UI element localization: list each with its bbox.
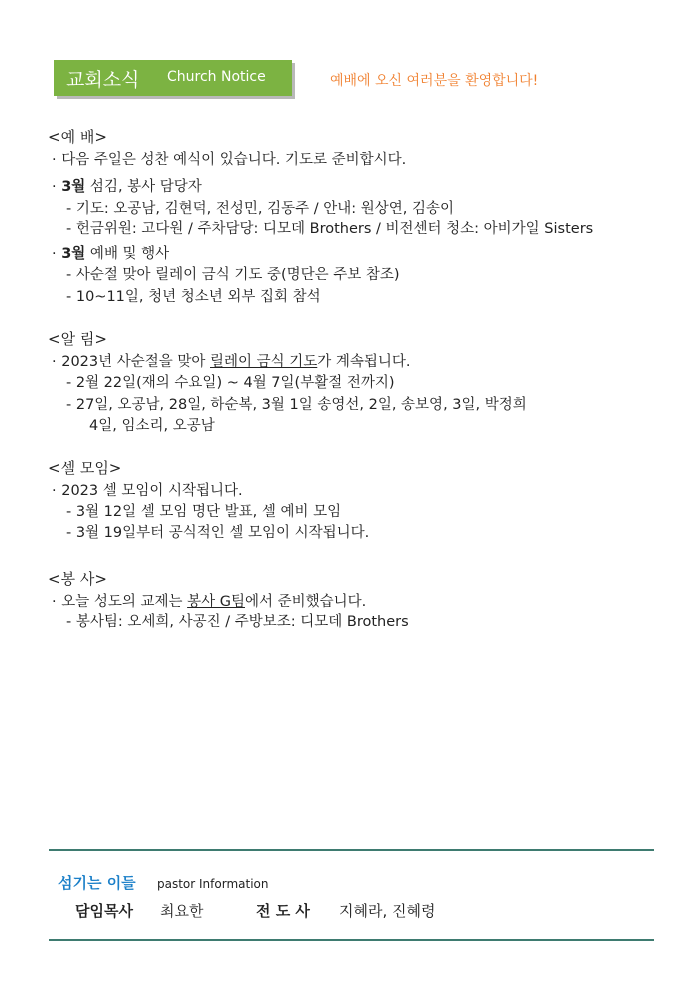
evangelist-names: 지혜라, 진혜령 (339, 902, 436, 920)
senior-pastor-name: 최요한 (160, 902, 204, 920)
worship-line-5-text: 예배 및 행사 (85, 246, 170, 262)
notice-line-4: 4일, 임소리, 오공남 (89, 418, 215, 434)
worship-line-2: · 3월 섬김, 봉사 담당자 (52, 179, 202, 195)
service-line-1-post: 에서 준비했습니다. (244, 594, 367, 610)
cell-line-2: - 3월 12일 셀 모임 명단 발표, 셀 예비 모임 (66, 504, 342, 520)
notice-heading: <알 림> (48, 330, 107, 348)
service-team-g: 봉사 G팀 (187, 594, 245, 610)
notice-line-1 (52, 352, 411, 372)
welcome-message: 예배에 오신 여러분을 환영합니다! (330, 73, 539, 89)
divider-top (49, 849, 654, 851)
worship-line-4: - 헌금위원: 고다원 / 주차담당: 디모데 Brothers / 비전센터 청소: 아비가일 Sisters (66, 221, 594, 237)
pastor-section-title: 섬기는 이들 (58, 874, 136, 892)
service-line-1 (52, 592, 366, 612)
section-header-box (54, 60, 292, 96)
worship-line-1: · 다음 주일은 성찬 예식이 있습니다. 기도로 준비합시다. (52, 152, 407, 168)
service-heading: <봉 사> (48, 570, 107, 588)
cell-heading: <셀 모임> (48, 459, 122, 477)
worship-line-5: · 3월 예배 및 행사 (52, 246, 170, 262)
notice-line-2: - 2월 22일(재의 수요일) ~ 4월 7일(부활절 전까지) (66, 375, 395, 391)
relay-fasting-prayer: 릴레이 금식 기도 (210, 354, 318, 370)
worship-month-label-2: 3월 (61, 246, 86, 262)
divider-bottom (49, 939, 654, 941)
header-title-ko: 교회소식 (66, 69, 140, 91)
service-line-2: - 봉사팀: 오세희, 사공진 / 주방보조: 디모데 Brothers (66, 614, 409, 630)
notice-line-3: - 27일, 오공남, 28일, 하순복, 3월 1일 송영선, 2일, 송보영, 3일, 박정희 (66, 397, 527, 413)
cell-line-1: · 2023 셀 모임이 시작됩니다. (52, 483, 243, 499)
header-title-en: Church Notice (167, 69, 266, 85)
worship-line-6: - 사순절 맞아 릴레이 금식 기도 중(명단은 주보 참조) (66, 267, 400, 283)
notice-line-1-pre: · 2023년 사순절을 맞아 (52, 354, 210, 370)
pastor-section-subtitle: pastor Information (157, 877, 269, 891)
cell-line-3: - 3월 19일부터 공식적인 셀 모임이 시작됩니다. (66, 525, 370, 541)
evangelist-label: 전 도 사 (256, 902, 310, 920)
worship-line-7: - 10~11일, 청년 청소년 외부 집회 참석 (66, 289, 321, 305)
senior-pastor-label: 담임목사 (75, 902, 133, 920)
worship-line-2-text: 섬김, 봉사 담당자 (85, 179, 202, 195)
worship-heading: <예 배> (48, 128, 107, 146)
worship-line-3: - 기도: 오공남, 김현덕, 전성민, 김동주 / 안내: 원상연, 김송이 (66, 201, 454, 217)
notice-line-1-post: 가 계속됩니다. (317, 354, 411, 370)
service-line-1-pre: · 오늘 성도의 교제는 (52, 594, 188, 610)
worship-month-label: 3월 (61, 179, 86, 195)
